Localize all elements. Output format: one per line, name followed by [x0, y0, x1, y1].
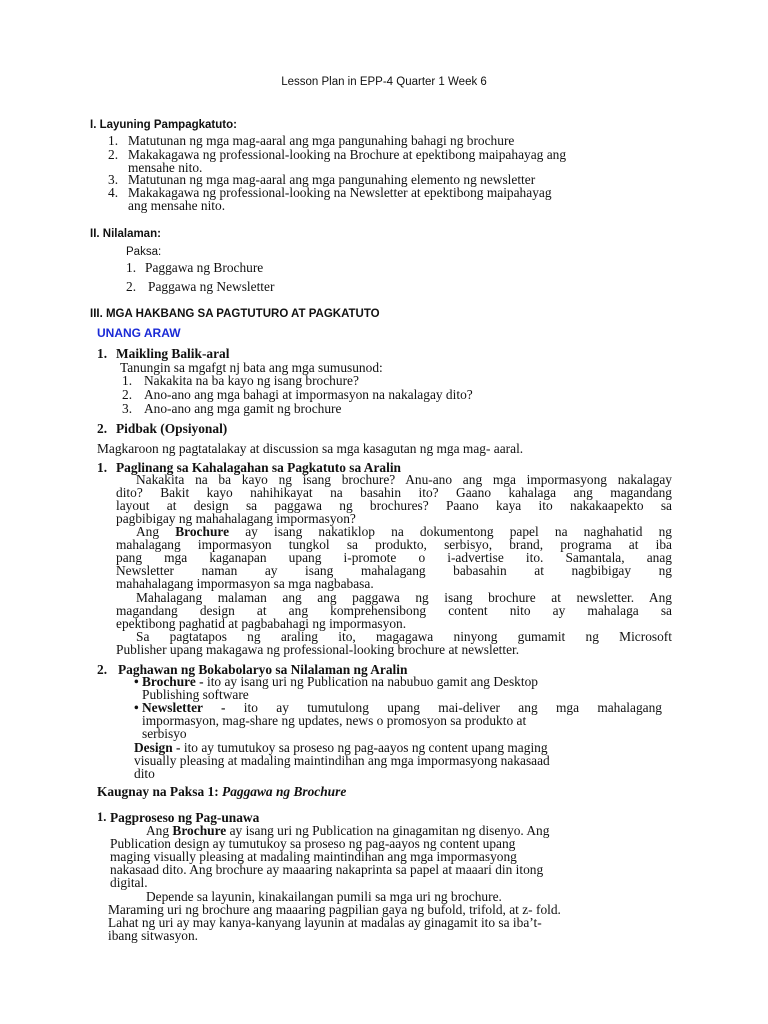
- vocab-term-brochure-cont: Publishing software: [142, 687, 249, 702]
- day-label: UNANG ARAW: [97, 326, 181, 340]
- quiz-title: Pidbak (Opsiyonal): [116, 421, 228, 436]
- review-q1-text: Nakakita na ba kayo ng isang brochure?: [144, 373, 359, 388]
- processing-num: 1.: [97, 810, 107, 824]
- processing-p1-line5: digital.: [110, 875, 148, 890]
- vocab-term-design-cont1: visually pleasing at madaling maintindihan ang mga impormasyong nakasaad: [134, 753, 550, 768]
- motivation-p2-line2: mahalagang impormasyon tungkol sa produkto, serbisyo, brand, programa at iba: [116, 537, 672, 552]
- review-q1-num: 1.: [122, 373, 133, 388]
- objective-4-text: Makakagawa ng professional-looking na Newsletter at epektibong maipahayag: [128, 185, 552, 200]
- processing-p2-line4: ibang sitwasyon.: [108, 928, 199, 943]
- topic-1-text: Paggawa ng Brochure: [145, 260, 264, 275]
- review-num: 1.: [97, 346, 108, 361]
- processing-p2-line1: Depende sa layunin, kinakailangan pumili sa mga uri ng brochure.: [146, 889, 502, 904]
- processing-title: Pagproseso ng Pag-unawa: [110, 810, 260, 825]
- vocab-title: Paghawan ng Bokabolaryo sa Nilalaman ng Aralin: [118, 662, 408, 677]
- vocab-term-design-cont2: dito: [134, 766, 155, 781]
- vocab-term-newsletter: Newsletter - ito ay tumutulong upang mai-deliver ang mga mahalagang: [142, 700, 663, 715]
- quiz-num: 2.: [97, 421, 108, 436]
- objective-3-text: Matutunan ng mga mag-aaral ang mga pangunahing elemento ng newsletter: [128, 172, 536, 187]
- topic-2-text: Paggawa ng Newsletter: [148, 279, 275, 294]
- objective-3-num: 3.: [108, 172, 119, 187]
- motivation-p4-line2: Publisher upang makagawa ng professional-looking brochure at newsletter.: [116, 642, 520, 657]
- motivation-p1-line3: layout at design sa paggawa ng brochures? Paano kaya ito nakakaapekto sa: [116, 498, 672, 513]
- motivation-p2-line1: Ang Brochure ay isang nakatiklop na dokumentong papel na naghahatid ng: [136, 524, 672, 539]
- processing-p2-line3: Lahat ng uri ay may kanya-kanyang layunin at madalas ay ginagamit ito sa iba’t-: [108, 915, 542, 930]
- motivation-p3-line3: epektibong paghatid at pagbabahagi ng impormasyon.: [116, 616, 407, 631]
- quiz-text: Magkaroon ng pagtatalakay at discussion sa mga kasagutan ng mga mag- aaral.: [97, 441, 524, 456]
- section-1-heading: I. Layuning Pampagkatuto:: [90, 119, 237, 131]
- objective-4-num: 4.: [108, 185, 119, 200]
- vocab-bullet-2: •: [134, 700, 139, 715]
- objective-2-text: Makakagawa ng professional-looking na Brochure at epektibong maipahayag ang: [128, 147, 567, 162]
- objective-2-text-cont: mensahe nito.: [128, 160, 203, 175]
- motivation-p2-line4: Newsletter naman ay isang mahalagang babasahin at nagbibigay ng: [116, 563, 672, 578]
- section-2-heading: II. Nilalaman:: [90, 228, 161, 240]
- objective-1-num: 1.: [108, 133, 119, 148]
- review-intro: Tanungin sa mgafgt nj bata ang mga sumusunod:: [120, 360, 383, 375]
- review-q2-num: 2.: [122, 387, 133, 402]
- objective-4-text-cont: ang mensahe nito.: [128, 198, 226, 213]
- motivation-p3-line2: magandang design at ang komprehensibong content nito ay mahalaga sa: [116, 603, 672, 618]
- processing-p1-line3: maging visually pleasing at madaling maintindihan ang mga impormasyong: [110, 849, 517, 864]
- related-topic: Kaugnay na Paksa 1: Paggawa ng Brochure: [97, 784, 347, 799]
- motivation-p2-line3: pang mga kaganapan upang i-promote o i-advertise ito. Samantala, anag: [116, 550, 672, 565]
- motivation-p1-line1: Nakakita na ba kayo ng isang brochure? Anu-ano ang mga impormasyong nakalagay: [136, 472, 672, 487]
- section-3-heading: III. MGA HAKBANG SA PAGTUTURO AT PAGKATUTO: [90, 308, 380, 320]
- processing-p1-line1: Ang Brochure ay isang uri ng Publication na ginagamitan ng disenyo. Ang: [146, 823, 550, 838]
- review-q3-num: 3.: [122, 401, 133, 416]
- motivation-p1-line2: dito? Bakit kayo nahihikayat na basahin ito? Gaano kahalaga ang magandang: [116, 485, 672, 500]
- vocab-term-design: Design - ito ay tumutukoy sa proseso ng pag-aayos ng content upang maging: [134, 740, 548, 755]
- vocab-bullet-1: •: [134, 674, 139, 689]
- motivation-p2-line5: mahahalagang impormasyon sa mga nagbabasa.: [116, 576, 374, 591]
- vocab-term-brochure: Brochure - ito ay isang uri ng Publication na nabubuo gamit ang Desktop: [142, 674, 538, 689]
- review-title: Maikling Balik-aral: [116, 346, 230, 361]
- vocab-term-newsletter-cont1: impormasyon, mag-share ng updates, news o promosyon sa produkto at: [142, 713, 527, 728]
- processing-p1-line2: Publication design ay tumutukoy sa proseso ng pag-aayos ng content upang: [110, 836, 516, 851]
- vocab-num: 2.: [97, 662, 108, 677]
- motivation-p3-line1: Mahalagang malaman ang ang paggawa ng isang brochure at newsletter. Ang: [136, 590, 672, 605]
- review-q2-text: Ano-ano ang mga bahagi at impormasyon na nakalagay dito?: [144, 387, 473, 402]
- objective-2-num: 2.: [108, 147, 119, 162]
- paksa-label: Paksa:: [126, 246, 162, 258]
- processing-p1-line4: nakasaad dito. Ang brochure ay maaaring nakaprinta sa papel at maaari din itong: [110, 862, 544, 877]
- objective-1-text: Matutunan ng mga mag-aaral ang mga pangunahing bahagi ng brochure: [128, 133, 515, 148]
- topic-2-num: 2.: [126, 279, 137, 294]
- motivation-p1-line4: pagbibigay ng mahahalagang impormasyon?: [116, 511, 356, 526]
- processing-p2-line2: Maraming uri ng brochure ang maaaring pagpilian gaya ng bufold, trifold, at z- fold.: [108, 902, 561, 917]
- motivation-title: Paglinang sa Kahalagahan sa Pagkatuto sa Aralin: [116, 460, 401, 475]
- review-q3-text: Ano-ano ang mga gamit ng brochure: [144, 401, 342, 416]
- motivation-num: 1.: [97, 460, 108, 475]
- vocab-term-newsletter-cont2: serbisyo: [142, 726, 187, 741]
- topic-1-num: 1.: [126, 260, 137, 275]
- motivation-p4-line1: Sa pagtatapos ng araling ito, magagawa ninyong gumamit ng Microsoft: [136, 629, 672, 644]
- document-title: Lesson Plan in EPP-4 Quarter 1 Week 6: [281, 76, 487, 88]
